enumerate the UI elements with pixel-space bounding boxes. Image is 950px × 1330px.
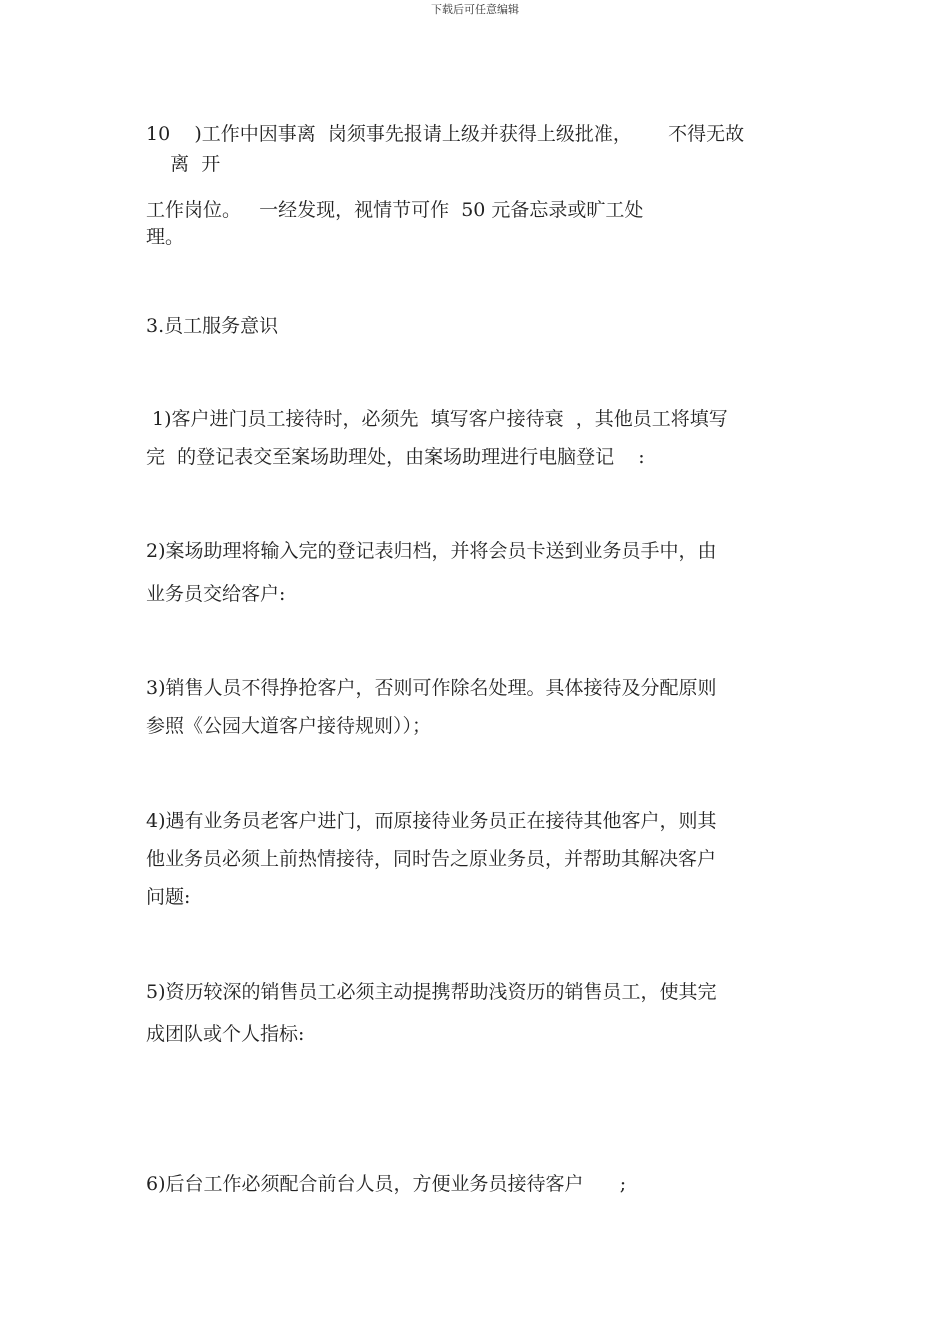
item-3-line-2: 参照《公园大道客户接待规则））； — [146, 715, 432, 737]
item-5-line-2: 成团队或个人指标: — [146, 1023, 305, 1045]
page-header: 下载后可任意编辑 — [431, 3, 519, 16]
item-10-line-2: 离 开 — [146, 153, 221, 175]
item-1-line-1: 1)客户进门员工接待时，必须先 填写客户接待衰 ，其他员工将填写 — [146, 408, 728, 430]
item-3-line-1: 3)销售人员不得挣抢客户，否则可作除名处理。具体接待及分配原则 — [146, 677, 717, 699]
section-3-heading: 3.员工服务意识 — [146, 315, 279, 337]
item-6-line-1: 6)后台工作必须配合前台人员，方便业务员接待客户 ; — [146, 1173, 627, 1195]
item-4-line-1: 4)遇有业务员老客户进门，而原接待业务员正在接待其他客户，则其 — [146, 810, 717, 832]
item-10-line-3: 工作岗位。 一经发现，视情节可作 50 元备忘录或旷工处 — [146, 199, 644, 221]
item-10-line-4: 理。 — [146, 226, 185, 248]
item-1-line-2: 完 的登记表交至案场助理处，由案场助理进行电脑登记 : — [146, 446, 645, 468]
item-2-line-2: 业务员交给客户: — [146, 583, 286, 605]
item-10-line-1: 10 )工作中因事离 岗须事先报请上级并获得上级批准， 不得无故 — [146, 123, 745, 145]
item-4-line-3: 问题: — [146, 886, 191, 908]
item-2-line-1: 2)案场助理将输入完的登记表归档，并将会员卡送到业务员手中，由 — [146, 540, 717, 562]
item-5-line-1: 5)资历较深的销售员工必须主动提携帮助浅资历的销售员工，使其完 — [146, 981, 717, 1003]
item-4-line-2: 他业务员必须上前热情接待，同时告之原业务员，并帮助其解决客户 — [146, 848, 717, 870]
